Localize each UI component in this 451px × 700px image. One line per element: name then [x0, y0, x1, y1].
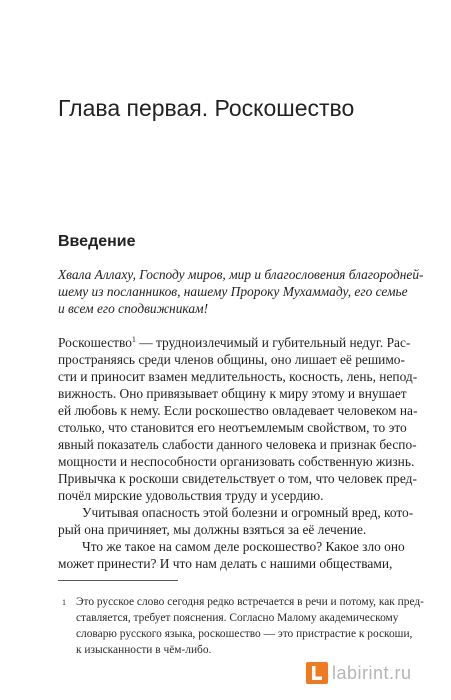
body-line: пространяясь среди членов общины, оно лишает её решимо-	[58, 352, 405, 367]
intro-line: шему из посланников, нашему Пророку Мухаммаду, его семье	[58, 284, 408, 299]
body-line: почёл мирские удовольствия труду и усердию.	[58, 488, 324, 503]
body-line: Что же такое на самом деле роскошество? Какое зло оно	[82, 539, 405, 554]
body-line: сти и приносит взамен медлительность, косность, лень, непод-	[58, 369, 418, 384]
first-word: Роскошество	[58, 335, 132, 350]
body-first-line	[58, 334, 411, 351]
labirint-logo-icon	[306, 662, 328, 684]
body-line: Учитывая опасность этой болезни и огромный вред, кото-	[82, 505, 414, 520]
footnote-line: к изысканности в чём-либо.	[76, 644, 212, 656]
body-line: рый она причиняет, мы должны взяться за её лечение.	[58, 522, 367, 537]
footnote-mark: 1	[62, 598, 66, 607]
intro-line: Хвала Аллаху, Господу миров, мир и благословения благородней-	[58, 267, 424, 282]
body-line: вижность. Оно привязывает общину к миру этому и внушает	[58, 386, 407, 401]
body-line: может принести? И что нам делать с нашими обществами,	[58, 556, 393, 571]
footnote-divider	[58, 580, 178, 581]
footnote-line: Это русское слово сегодня редко встречается в речи и потому, как пред-	[76, 596, 424, 608]
body-line: Привычка к роскоши свидетельствует о том, что человек пред-	[58, 471, 417, 486]
chapter-title: Глава первая. Роскошество	[58, 95, 355, 121]
intro-line: и всем его сподвижникам!	[58, 301, 209, 316]
footnote-line: словарю русского языка, роскошество — это пристрастие к роскоши,	[76, 628, 413, 640]
footnote-reference[interactable]: 1	[131, 335, 136, 344]
footnote-line: ставляется, требует пояснения. Согласно Малому академическому	[76, 612, 399, 624]
body-line: мощности и неспособности организовать собственную жизнь.	[58, 454, 415, 469]
body-line: столько, что становится его неотъемлемым свойством, то это	[58, 420, 407, 435]
section-title: Введение	[58, 233, 136, 250]
watermark-text: labirint.ru	[332, 663, 412, 683]
body-line: ей любовь к нему. Если роскошество овладевает человеком на-	[58, 403, 418, 418]
first-line-rest: — трудноизлечимый и губительный недуг. Рас-	[135, 335, 411, 350]
body-line: явный показатель слабости данного человека и признак беспо-	[58, 437, 417, 452]
logo-l-icon	[306, 662, 328, 684]
